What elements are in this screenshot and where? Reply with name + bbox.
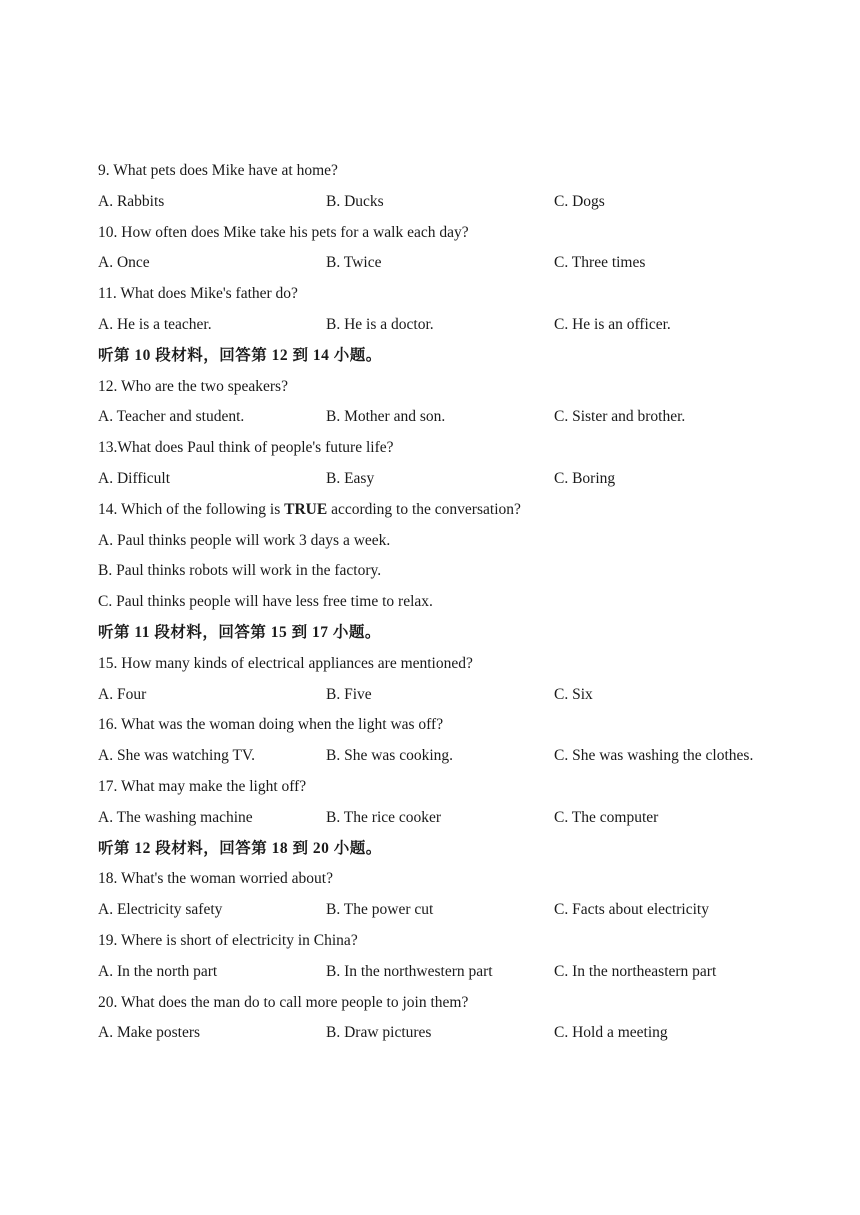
option-c: C. Six	[554, 685, 593, 703]
question-line: B. Paul thinks robots will work in the factory.	[98, 562, 382, 580]
question-text: 14. Which of the following is	[98, 500, 285, 518]
option-c: C. In the northeastern part	[554, 962, 717, 980]
option-b: B. He is a doctor.	[326, 315, 434, 333]
question-line: 12. Who are the two speakers?	[98, 377, 288, 395]
question-line: 17. What may make the light off?	[98, 777, 307, 795]
option-a: A. He is a teacher.	[98, 315, 212, 333]
option-c: C. Dogs	[554, 192, 605, 210]
option-a: A. Make posters	[98, 1024, 201, 1042]
options-row	[98, 741, 818, 772]
option-a: A. Difficult	[98, 469, 171, 487]
section-instruction: 听第 10 段材料，回答第 12 到 14 小题。	[98, 346, 382, 364]
option-a: A. Once	[98, 254, 150, 272]
options-row	[98, 464, 818, 495]
options-row	[98, 402, 818, 433]
options-row	[98, 680, 818, 711]
options-row	[98, 1018, 818, 1049]
section-instruction: 听第 12 段材料，回答第 18 到 20 小题。	[98, 839, 382, 857]
option-c: C. Three times	[554, 254, 646, 272]
option-b: B. Draw pictures	[326, 1024, 432, 1042]
option-b: B. Ducks	[326, 192, 384, 210]
option-a: A. In the north part	[98, 962, 218, 980]
options-row	[98, 803, 818, 834]
option-b: B. In the northwestern part	[326, 962, 493, 980]
option-b: B. Mother and son.	[326, 408, 446, 426]
question-line: 13.What does Paul think of people's future life?	[98, 439, 394, 457]
option-c: C. He is an officer.	[554, 315, 671, 333]
question-line: A. Paul thinks people will work 3 days a week.	[98, 531, 391, 549]
option-c: C. Hold a meeting	[554, 1024, 668, 1042]
option-a: A. The washing machine	[98, 808, 253, 826]
question-list	[98, 156, 818, 1049]
emphasis-text: TRUE	[284, 500, 328, 518]
question-line: 20. What does the man do to call more people to join them?	[98, 993, 469, 1011]
question-line: 9. What pets does Mike have at home?	[98, 162, 338, 179]
option-c: C. Facts about electricity	[554, 901, 709, 919]
option-c: C. Sister and brother.	[554, 408, 686, 426]
option-a: A. Electricity safety	[98, 901, 223, 919]
question-line: C. Paul thinks people will have less free time to relax.	[98, 593, 433, 611]
question-line	[98, 495, 818, 526]
options-row	[98, 310, 818, 341]
question-text: according to the conversation?	[327, 500, 521, 518]
question-line: 16. What was the woman doing when the light was off?	[98, 716, 444, 734]
question-line: 15. How many kinds of electrical appliances are mentioned?	[98, 654, 473, 672]
option-c: C. Boring	[554, 469, 616, 487]
option-b: B. Easy	[326, 469, 375, 487]
option-a: A. Teacher and student.	[98, 408, 245, 426]
question-line: 18. What's the woman worried about?	[98, 870, 333, 888]
option-b: B. She was cooking.	[326, 747, 454, 765]
question-line: 10. How often does Mike take his pets for a walk each day?	[98, 223, 469, 241]
option-c: C. She was washing the clothes.	[554, 747, 754, 765]
option-b: B. Twice	[326, 254, 382, 272]
option-c: C. The computer	[554, 808, 659, 826]
options-row	[98, 248, 818, 279]
question-line: 11. What does Mike's father do?	[98, 285, 298, 303]
option-b: B. The power cut	[326, 901, 434, 919]
option-b: B. The rice cooker	[326, 808, 442, 826]
question-line: 19. Where is short of electricity in China?	[98, 931, 358, 949]
option-a: A. Four	[98, 685, 147, 703]
options-row	[98, 895, 818, 926]
options-row	[98, 957, 818, 988]
option-b: B. Five	[326, 685, 372, 703]
option-a: A. She was watching TV.	[98, 747, 255, 765]
options-row	[98, 187, 818, 218]
section-instruction: 听第 11 段材料，回答第 15 到 17 小题。	[98, 623, 381, 641]
option-a: A. Rabbits	[98, 192, 165, 210]
